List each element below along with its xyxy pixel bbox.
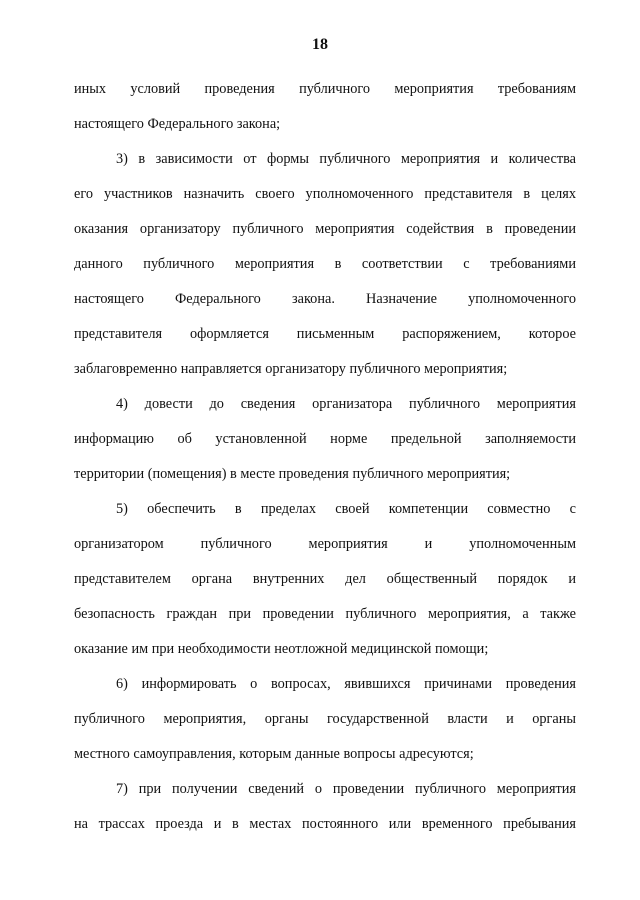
text-line: оказание им при необходимости неотложной медицинской помощи; (74, 641, 489, 657)
text-line: иных условий проведения публичного мероприятия требованиям (74, 81, 576, 97)
page-number: 18 (312, 36, 328, 53)
text-line: представителя оформляется письменным распоряжением, которое (74, 326, 576, 342)
text-line: его участников назначить своего уполномоченного представителя в целях (74, 186, 576, 202)
text-line: заблаговременно направляется организатору публичного мероприятия; (74, 361, 508, 377)
text-line: настоящего Федерального закона. Назначение уполномоченного (74, 291, 576, 307)
text-line: данного публичного мероприятия в соответствии с требованиями (74, 256, 576, 272)
text-line: оказания организатору публичного мероприятия содействия в проведении (74, 221, 576, 237)
text-line: 3) в зависимости от формы публичного мероприятия и количества (116, 151, 576, 167)
text-line: организатором публичного мероприятия и уполномоченным (74, 536, 576, 552)
text-line: местного самоуправления, которым данные вопросы адресуются; (74, 746, 474, 762)
text-line: 5) обеспечить в пределах своей компетенции совместно с (116, 501, 576, 517)
document-body (74, 72, 576, 842)
text-line: информацию об установленной норме предельной заполняемости (74, 431, 576, 447)
text-line: территории (помещения) в месте проведения публичного мероприятия; (74, 466, 511, 482)
text-line: безопасность граждан при проведении публичного мероприятия, а также (74, 606, 576, 622)
text-line: 6) информировать о вопросах, явившихся причинами проведения (116, 676, 576, 692)
text-line: 4) довести до сведения организатора публичного мероприятия (116, 396, 576, 412)
text-line: настоящего Федерального закона; (74, 116, 281, 132)
text-line: 7) при получении сведений о проведении публичного мероприятия (116, 781, 576, 797)
text-line: публичного мероприятия, органы государственной власти и органы (74, 711, 576, 727)
text-line: на трассах проезда и в местах постоянного или временного пребывания (74, 816, 576, 832)
text-line: представителем органа внутренних дел общественный порядок и (74, 571, 576, 587)
